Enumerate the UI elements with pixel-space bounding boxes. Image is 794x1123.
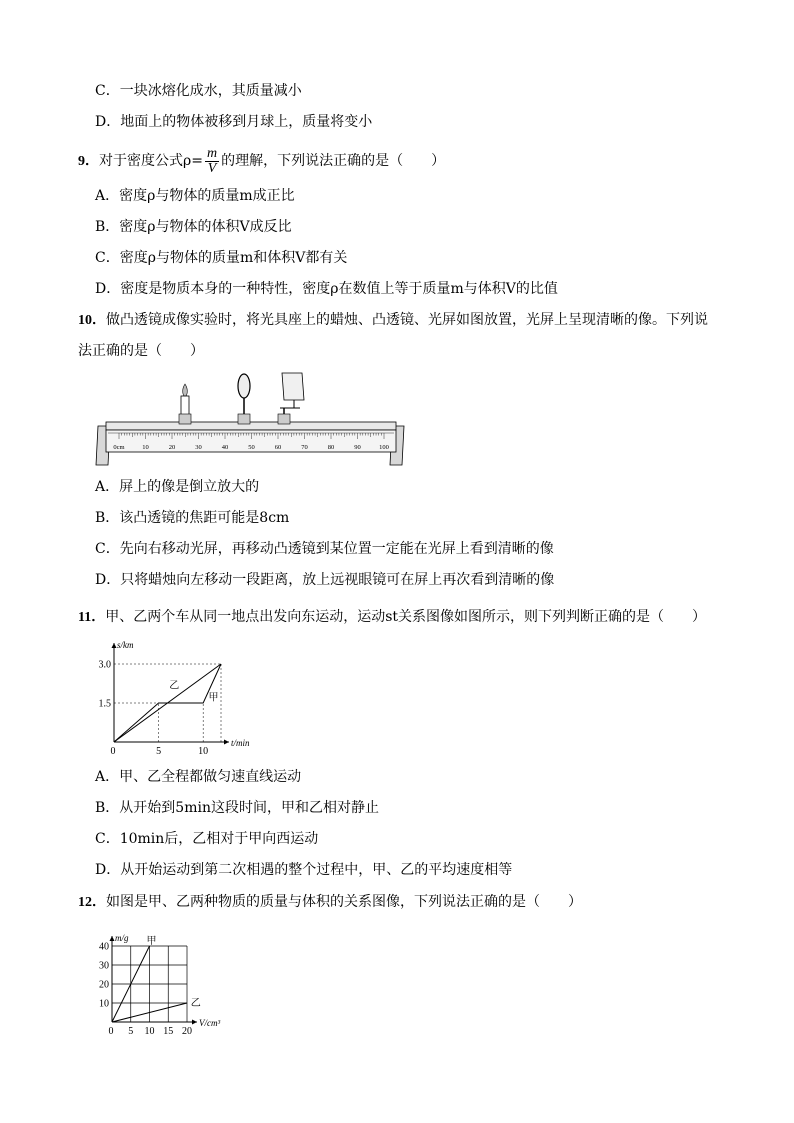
series-label: 乙: [190, 997, 201, 1009]
y-tick-label: 20: [99, 979, 109, 991]
q10-option-a: A．屏上的像是倒立放大的: [95, 479, 260, 495]
q11-stem-text: 甲、乙两个车从同一地点出发向东运动，运动st关系图像如图所示，则下列判断正确的是（ ）: [105, 609, 707, 625]
bench-tick-label: 80: [327, 444, 335, 451]
x-tick-label: 5: [128, 1026, 134, 1037]
bench-tick-label: 40: [221, 444, 229, 451]
series-label: 甲: [208, 692, 219, 704]
bench-tick-label: 100: [379, 444, 389, 451]
x-tick-label: 10: [144, 1026, 155, 1037]
x-tick-label: 20: [182, 1026, 192, 1037]
x-axis-arrow: [224, 740, 229, 745]
x-axis-label: t/min: [231, 738, 250, 748]
light-screen: [278, 373, 304, 424]
q8-option-c: C．一块冰熔化成水，其质量减小: [95, 83, 302, 99]
q9-option-a: A．密度ρ与物体的质量m成正比: [95, 188, 295, 204]
density-fraction: [205, 147, 219, 176]
bench-tick-label: 10: [142, 444, 149, 451]
q9-number: 9．: [78, 154, 99, 169]
y-tick-label: 1.5: [98, 698, 111, 710]
series-label: 甲: [146, 936, 157, 948]
bench-tick-label: 0cm: [113, 444, 125, 451]
y-tick-label: 10: [99, 998, 109, 1010]
y-axis-label: m/g: [115, 933, 129, 943]
bench-tick-label: 30: [195, 444, 202, 451]
q12-number: 12．: [78, 895, 106, 910]
bench-tick-label: 50: [248, 444, 255, 451]
q11-stem: [78, 607, 706, 628]
st-graph: [96, 640, 250, 760]
q11-option-d: D．从开始运动到第二次相遇的整个过程中，甲、乙的平均速度相等: [95, 862, 513, 878]
y-axis-label: s/km: [117, 640, 134, 650]
bench-tick-label: 70: [301, 444, 308, 451]
x-tick-label: 0: [110, 746, 116, 757]
q11-option-a: A．甲、乙全程都做匀速直线运动: [95, 769, 302, 785]
q9-stem-post: 的理解，下列说法正确的是（ ）: [221, 153, 446, 169]
y-axis-arrow: [110, 936, 115, 941]
x-axis-label: V/cm³: [199, 1018, 221, 1028]
q10-stem-line1: [78, 310, 708, 331]
optical-bench-figure: [94, 370, 406, 470]
x-tick-label: 10: [198, 746, 209, 757]
series-label: 乙: [169, 680, 180, 692]
y-tick-label: 3.0: [98, 659, 111, 671]
q10-option-d: D．只将蜡烛向左移动一段距离，放上远视眼镜可在屏上再次看到清晰的像: [95, 572, 555, 588]
q8-option-d: D．地面上的物体被移到月球上，质量将变小: [95, 114, 373, 130]
y-tick-label: 30: [99, 960, 109, 972]
q10-option-c: C．先向右移动光屏，再移动凸透镜到某位置一定能在光屏上看到清晰的像: [95, 541, 554, 557]
x-axis-arrow: [192, 1020, 197, 1025]
q12-stem: [78, 892, 582, 913]
y-tick-label: 40: [99, 941, 109, 953]
convex-lens: [238, 374, 250, 424]
q9-option-c: C．密度ρ与物体的质量m和体积V都有关: [95, 250, 348, 266]
bench-tick-label: 60: [274, 444, 282, 451]
fraction-denominator: V: [207, 160, 217, 176]
x-tick-label: 15: [163, 1026, 174, 1037]
candle: [179, 384, 191, 424]
q11-number: 11．: [78, 610, 106, 625]
q10-option-b: B．该凸透镜的焦距可能是8cm: [95, 510, 290, 526]
q11-option-b: B．从开始到5min这段时间，甲和乙相对静止: [95, 800, 379, 816]
q9-option-b: B．密度ρ与物体的体积V成反比: [95, 219, 292, 235]
bench-tick-label: 90: [354, 444, 361, 451]
q9-stem: [78, 146, 445, 177]
q11-option-c: C．10min后，乙相对于甲向西运动: [95, 831, 319, 847]
q9-stem-pre: 对于密度公式ρ=: [99, 153, 203, 169]
y-axis-arrow: [112, 643, 117, 648]
x-tick-label: 5: [156, 746, 162, 757]
q10-number: 10．: [78, 313, 106, 328]
q10-stem-text: 做凸透镜成像实验时，将光具座上的蜡烛、凸透镜、光屏如图放置，光屏上呈现清晰的像。下列说: [106, 312, 708, 328]
q12-stem-text: 如图是甲、乙两种物质的质量与体积的关系图像，下列说法正确的是（ ）: [106, 894, 582, 910]
bench-tick-label: 20: [168, 444, 176, 451]
x-tick-label: 0: [108, 1026, 114, 1037]
fraction-numerator: m: [206, 145, 218, 161]
q10-stem-line2: 法正确的是（ ）: [78, 343, 204, 359]
mv-graph: [94, 922, 244, 1044]
q9-option-d: D．密度是物质本身的一种特性，密度ρ在数值上等于质量m与体积V的比值: [95, 281, 558, 297]
